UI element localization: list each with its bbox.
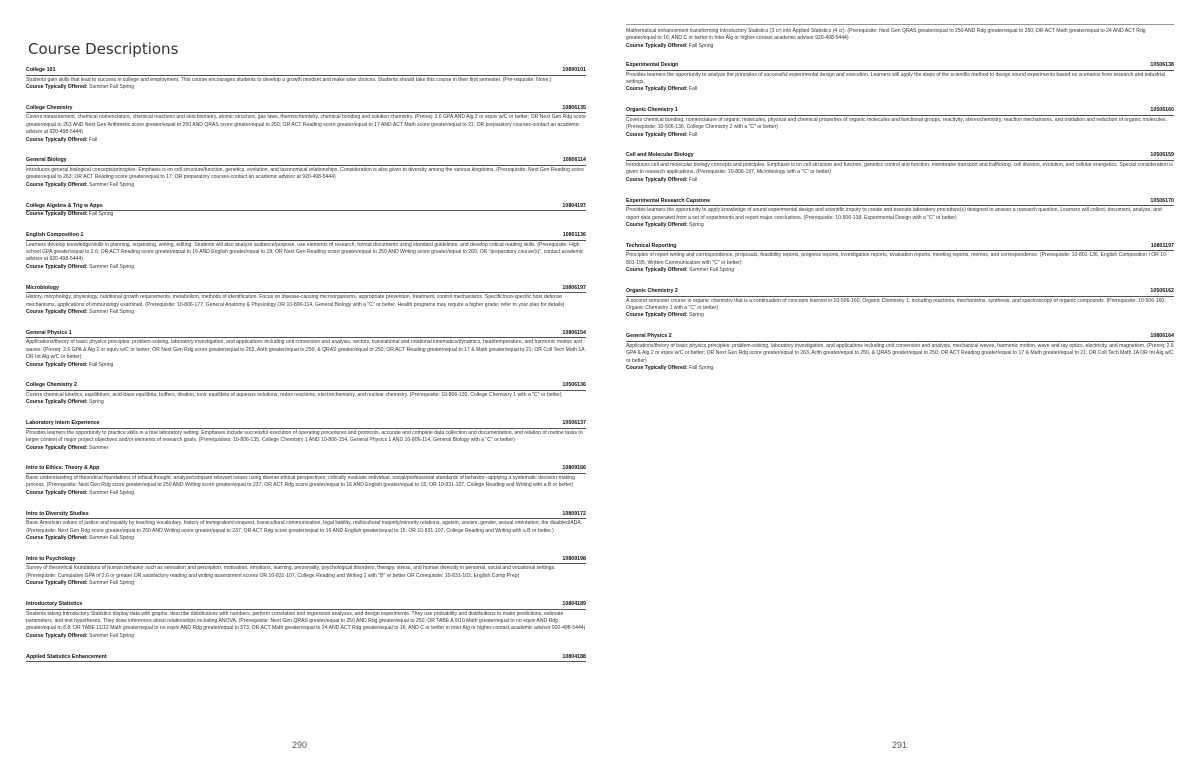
course-code: 10804189 [562, 601, 586, 608]
course-name: General Physics 1 [26, 329, 72, 336]
offered-label: Course Typically Offered: [26, 444, 88, 451]
course-header [26, 382, 586, 391]
course-list [626, 62, 1174, 372]
course-name: Intro to Diversity Studies [26, 510, 89, 517]
course-header [26, 157, 586, 166]
course-entry [626, 243, 1174, 275]
course-name: Introductory Statistics [26, 601, 83, 608]
course-name: Applied Statistics Enhancement [26, 653, 107, 660]
course-offered [626, 222, 1174, 229]
course-header [26, 285, 586, 294]
course-entry [626, 152, 1174, 184]
course-description: Applications/theory of basic physics principles: problem-solving, laboratory investigation, and applications including unit conversion and analysis, vectors, translational and rotational kinematics/dynamics, heat/temperature, and harmonic motion and waves. (Prereq: 2.6 GPA & Alg 2 or equiv w/C or better; OR Next Gen Rdg score greater/equal to 263, Arith greater/equal to 250, & QRAS greater/equal to 250; OR ACT Reading greater/equal to 17 & Math greater/equal to 21; OR Coll Tech Math 1A OR Int Alg w/C or better) [26, 339, 585, 361]
course-code: 10801136 [562, 232, 586, 238]
course-name: General Physics 2 [626, 333, 672, 340]
course-description: Provides learners the opportunity to apply knowledge of sound experimental design and scientific inquiry to create and execute laboratory procedure(s) designed to answer a research question. Learners will collect, document, analyze, and report data generated from a set of experiments and report major conclusions. (Prerequisite: 10-506-138, Experimental Design with a "C" or better) [626, 207, 1162, 221]
course-entry [626, 198, 1174, 230]
course-name: Cell and Molecular Biology [626, 152, 694, 159]
course-description: Provides learners the opportunity to practice skills in a true laboratory setting. Emphases include successful execution of operating procedures and protocols, accurate and complete data collection and documentation, and relation of routine tasks to larger context of major project objectives and/or elements of research goals. (Prerequisites: 10-806-135, College Chemistry 1 AND 10-806-154, General Physics 1 AND 10-806-114, General Biology with a "C" or better) [26, 429, 583, 444]
course-description: A second semester course in organic chemistry that is a continuation of concepts learned in 10-506-160, Organic Chemistry 1, including reactions, mechanisms, synthesis, and spectroscopy of organic compounds. (Prerequisite: 10-506-160, Organic Chemistry 1 with a "C" or better) [626, 297, 1166, 312]
course-code: 10890101 [562, 67, 586, 73]
course-entry [626, 333, 1174, 372]
offered-label: Course Typically Offered: [26, 84, 88, 90]
course-header [626, 288, 1174, 297]
course-header [626, 198, 1174, 207]
course-offered [626, 312, 1174, 319]
course-code: 10806197 [562, 284, 586, 291]
course-offered [26, 399, 586, 406]
course-name: Organic Chemistry 2 [626, 288, 678, 295]
page-number-right: 291 [892, 740, 908, 750]
course-code: 10809198 [562, 555, 586, 562]
course-description: History, morphology, physiology, nutritional growth requirements, metabolism, methods of identification. Focus on disease-causing microorganisms, appropriate prevention, treatment, control mechanisms. Specific/non-specific host defense mechanisms, applications of immunology examined. (Prerequisite: 10-806-177, General Anatomy & Physiology OR 10-806-114, General Biology with a "C" or better. Health programs may require a higher grade; refer to your plan for details) [26, 294, 565, 308]
course-code: 10801197 [1150, 242, 1174, 249]
course-name: College Algebra & Trig w Apps [26, 202, 103, 209]
offered-label: Course Typically Offered: [626, 312, 688, 319]
course-description: Applications/theory of basic physics principles: problem-solving, laboratory investigation, and applications including unit conversion and analysis, mechanical waves, harmonic motion, wave and ray optics, electricity, and magnetism. (Prereq: 2.6 GPA & Alg 2 or equiv w/C or better; OR Next Gen Rdg score greater/equal to 263, Arith greater/equal to 250, & QRAS greater/equal to 250; OR ACT Reading greater/equal to 17 & Math greater/equal to 21; OR Coll Tech Math 1A OR Int Alg w/C or better) [626, 342, 1174, 364]
course-description: Introduces cell and molecular biology concepts and principles. Emphasis is on cell structure and function, genetics control and function, membrane transport and trafficking, cell division, evolution, and cellular energetics. Special consideration is given to research applications. (Prerequisite: 10-806-197, Microbiology with a "C" or better) [626, 162, 1173, 176]
offered-terms: Fall Spring [689, 365, 714, 372]
course-name: Technical Reporting [626, 242, 677, 249]
course-entry [26, 285, 586, 317]
course-description: Covers chemical kinetics, equilibrium, acid-base equilibria, buffers, titration, ionic equilibria of aqueous solutions, redox reactions, electrochemistry, and nuclear chemistry. (Prerequisite: 10-806-135, College Chemistry 1 with a "C" or better) [26, 392, 562, 399]
offered-label: Course Typically Offered: [26, 211, 88, 218]
course-description: Basic understanding of theoretical foundations of ethical thought; analyze/compare relevant issues using diverse ethical perspectives; critically evaluate individual, social/professional standards of behavior--applying a systematic decision-making process. (Prerequisite: Next Gen Rdg score greater/equal to 250 AND Writing score greater/equal to 237; OR ACT Rdg score greater/equal to 16 AND English greater/equal to 15; OR 10-831-107, College Reading and Writing with a B or better) [26, 475, 576, 489]
course-header [626, 243, 1174, 252]
course-offered [26, 445, 586, 452]
course-description: Provides learners the opportunity to analyze the principles of successful experimental design and execution. Learners will apply the steps of the scientific method to design sound experiments based on scenarios from research and industrial settings. [626, 71, 1166, 86]
offered-label: Course Typically Offered: [626, 42, 688, 49]
course-code: 10506136 [562, 382, 586, 389]
course-code: 10804188 [562, 653, 586, 660]
offered-terms: Fall [689, 131, 698, 138]
course-code: 10806135 [562, 104, 586, 111]
course-offered [626, 267, 1174, 274]
course-header [26, 203, 586, 212]
course-offered [26, 137, 586, 144]
offered-terms: Spring [89, 399, 104, 406]
offered-terms: Summer [89, 444, 109, 451]
offered-terms: Summer Fall Spring [89, 535, 135, 542]
offered-terms: Fall Spring [89, 361, 114, 368]
course-code: 10809166 [562, 465, 586, 472]
offered-terms: Summer Fall Spring [89, 263, 135, 270]
offered-label: Course Typically Offered: [26, 263, 88, 270]
course-entry [26, 465, 586, 497]
course-description: Introduces general biological concepts/principles. Emphasis is on cell structure/function, genetics, evolution, and taxonomical relationships. Consideration is also given to diversity among the various kingdoms. (Prerequisite: Next Gen Reading score greater/equal to 263; OR ACT Reading score greater/equal to 17; OR preparatory courses-contact an academic advisor at 920-498-5444) [26, 167, 584, 181]
offered-label: Course Typically Offered: [26, 535, 88, 542]
offered-label: Course Typically Offered: [26, 181, 88, 188]
course-offered [626, 365, 1174, 372]
course-code: 10806114 [562, 157, 586, 164]
course-list [26, 67, 586, 662]
offered-label: Course Typically Offered: [26, 580, 88, 587]
course-entry [26, 511, 586, 543]
course-offered [26, 84, 586, 91]
course-code: 10506159 [1150, 152, 1174, 159]
offered-label: Course Typically Offered: [26, 632, 88, 639]
course-offered [26, 490, 586, 497]
course-code: 10506162 [1150, 288, 1174, 295]
course-description: Principles of report writing and correspondence, proposals, feasibility reports, progress reports, investigation reports, evaluation reports, meeting reports, memos, and correspondence. (Prerequisite: 10-801-136, English Composition I OR 10-801-195, Written Communication with "C" or better) [626, 252, 1168, 266]
offered-label: Course Typically Offered: [626, 222, 688, 229]
offered-label: Course Typically Offered: [626, 267, 688, 274]
course-code: 10804197 [562, 202, 586, 209]
course-offered [26, 264, 586, 271]
page-title: Course Descriptions [28, 40, 179, 58]
offered-terms: Summer Fall Spring [89, 84, 135, 90]
course-header [26, 601, 586, 610]
course-header [26, 420, 586, 429]
course-name: Microbiology [26, 284, 59, 291]
offered-terms: Spring [689, 312, 704, 319]
page-number-left: 290 [292, 740, 308, 750]
course-entry [26, 203, 586, 219]
course-name: College 101 [26, 67, 56, 73]
offered-label: Course Typically Offered: [26, 489, 88, 496]
course-header [626, 62, 1174, 71]
continued-description: Mathematical enhancement transforming Introductory Statistics (3 cr) into Applied Statistics (4 cr). (Prerequisite: Next Gen QRAS greater/equal to 250 AND Rdg greater/equal to 250; OR ACT Math greater/equal to 24 AND ACT Rdg greater/equal to 16; AND C or better in Inter Alg or higher-contact academic advisor 920-498-5444) [626, 28, 1146, 42]
offered-terms: Summer Fall Spring [89, 580, 135, 587]
course-entry [26, 105, 586, 144]
course-description: Students taking Introductory Statistics display data with graphs; describe distributions with numbers, perform correlation and regression analyses, and design experiments. They use probability and distributions to make predictions, estimate parameters, and test hypotheses. They draw inferences about relationships including ANOVA. (Prerequisite: Next Gen QRAS greater/equal to 250 AND Rdg greater/equal to 250; OR TABE A 9/10 Math greater/equal to no equiv AND Rdg greater/equal to 8.8; OR TABE 11/12 Math greater/equal to no equiv AND Rdg greater/equal to 573; OR ACT Math greater/equal to 24 AND ACT Rdg greater/equal to 16; AND C or better in Inter Alg or higher-contact academic advisor 920-498-5444) [26, 610, 586, 632]
course-name: Experimental Research Capstone [626, 197, 711, 204]
course-code: 10806154 [562, 329, 586, 336]
course-offered [26, 182, 586, 189]
right-page [626, 0, 1174, 776]
offered-label: Course Typically Offered: [26, 309, 88, 316]
offered-terms: Summer Fall Spring [89, 632, 135, 639]
course-name: College Chemistry 2 [26, 382, 77, 389]
offered-label: Course Typically Offered: [26, 399, 88, 406]
course-description: Students gain skills that lead to success in college and employment. This course encourages students to develop a growth mindset and make wise choices. Students should take this course in their first semester. (Pre-requisite: None.) [26, 76, 552, 83]
left-page [26, 0, 586, 776]
course-header [26, 330, 586, 339]
course-entry [26, 67, 586, 91]
course-name: English Composition 1 [26, 232, 84, 238]
course-code: 10506138 [1150, 62, 1174, 69]
course-header [26, 654, 586, 663]
offered-terms: Fall Spring [689, 42, 714, 49]
course-code: 10506160 [1150, 107, 1174, 114]
course-description: Learners develop knowledge/skills in planning, organizing, writing, editing. Students will also analyze audience/purpose, use elements of research, format documents using standard guidelines, and develop critical reading skills. (Prerequisite: High school GPA greater/equal to 2.6; OR ACT Reading score greater/equal to 16 AND English greater/equal to 18; OR Next Gen Reading score greater/equal to 250 AND Writing score greater/equal to 260; OR "preparatory course(s)", contact academic advisor at 920-498-5444) [26, 241, 584, 263]
course-offered [626, 86, 1174, 93]
course-header [26, 556, 586, 565]
offered-terms: Summer Fall Spring [689, 267, 735, 274]
course-entry [26, 556, 586, 588]
course-header [26, 511, 586, 520]
course-name: Organic Chemistry 1 [626, 107, 678, 114]
offered-label: Course Typically Offered: [626, 365, 688, 372]
course-offered [26, 309, 586, 316]
course-entry [626, 62, 1174, 94]
course-offered [26, 580, 586, 587]
course-name: Laboratory Intern Experience [26, 420, 100, 427]
offered-terms: Summer Fall Spring [89, 181, 135, 188]
course-offered [26, 633, 586, 640]
course-name: Experimental Design [626, 62, 679, 69]
offered-terms: Summer Fall Spring [89, 489, 135, 496]
offered-label: Course Typically Offered: [26, 361, 88, 368]
offered-terms: Fall [689, 86, 698, 93]
continuation-rule [626, 24, 1174, 25]
course-offered [626, 132, 1174, 139]
course-offered [626, 177, 1174, 184]
offered-terms: Summer Fall Spring [89, 309, 135, 316]
course-code: 10506170 [1150, 197, 1174, 204]
course-header [626, 152, 1174, 161]
course-offered [26, 362, 586, 369]
course-code: 10506137 [562, 420, 586, 427]
course-name: Intro to Psychology [26, 555, 76, 562]
course-entry [26, 420, 586, 452]
course-name: College Chemistry [26, 104, 73, 111]
course-header [26, 105, 586, 114]
course-entry [26, 382, 586, 406]
course-entry [26, 157, 586, 189]
course-entry [26, 232, 586, 271]
offered-terms: Fall [89, 136, 98, 143]
course-entry [26, 601, 586, 640]
offered-label: Course Typically Offered: [626, 176, 688, 183]
course-code: 10809172 [562, 510, 586, 517]
course-entry [626, 107, 1174, 139]
course-description: Survey of theoretical foundations of human behavior such as sensation and perception, motivation, emotions, learning, personality, psychological disorders, therapy, stress, and human diversity in personal, social and vocational settings. (Prerequisite: Cumulative GPA of 2.6 or greater OR satisfactory reading and writing assessment scores OR 10-831-107, College Reading and Writing 1 with "B" or better OR Corequisite: 10-831-102, English Comp Prep) [26, 565, 556, 579]
course-entry [26, 330, 586, 369]
offered-label: Course Typically Offered: [626, 86, 688, 93]
course-description: Covers measurement, chemical nomenclature, chemical reactions and stoichiometry, atomic structure, gas laws, thermochemistry, chemical bonding and solution chemistry. (Prereq: 2.6 GPA AND Alg 2 or equiv w/C or better; OR Next Gen Rdg score greater/equal to 263 AND Next Gen Arithmetic score greater/equal to 250 AND QRAS score greater/equal to 250; OR ACT Reading score greater/equal to 17 AND ACT Math score greater/equal to 21; OR preparatory courses-contact an academic advisor at 920-498-5444) [26, 114, 586, 136]
course-entry [626, 288, 1174, 320]
course-header [26, 67, 586, 76]
offered-label: Course Typically Offered: [26, 136, 88, 143]
course-name: General Biology [26, 157, 67, 164]
offered-terms: Spring [689, 222, 704, 229]
course-header [626, 333, 1174, 342]
course-header [626, 107, 1174, 116]
course-description: Covers chemical bonding, nomenclature of organic molecules, physical and chemical properties of organic molecules and functional groups, reactivity, stereochemistry, reaction mechanisms, and oxidation and reduction of organic molecules. (Prerequisite: 10-506-136, College Chemistry 2 with a "C" or better) [626, 116, 1167, 131]
offered-terms: Fall Spring [89, 211, 114, 218]
course-code: 10806164 [1150, 333, 1174, 340]
course-description: Basic American values of justice and equality by teaching vocabulary, history of immigration/conquest, transcultural communication, legal liability, multicultural majority/minority relations, ageism, sexism, gender, sexual orientation, the disabled/ADA. (Prerequisite: Next Gen Rdg score greater/equal to 250 AND Writing score greater/equal to 237; OR ACT Rdg score greater/equal to 16 AND English greater/equal to 15; OR 10-831-107, College Reading and Writing with a B or better.) [26, 520, 583, 534]
course-header [26, 465, 586, 474]
offered-terms: Fall [689, 176, 698, 183]
offered-label: Course Typically Offered: [626, 131, 688, 138]
course-entry [26, 654, 586, 663]
continued-offered [626, 43, 1174, 50]
course-name: Intro to Ethics: Theory & App [26, 465, 100, 472]
course-offered [26, 535, 586, 542]
course-offered [26, 211, 586, 218]
course-header [26, 232, 586, 241]
